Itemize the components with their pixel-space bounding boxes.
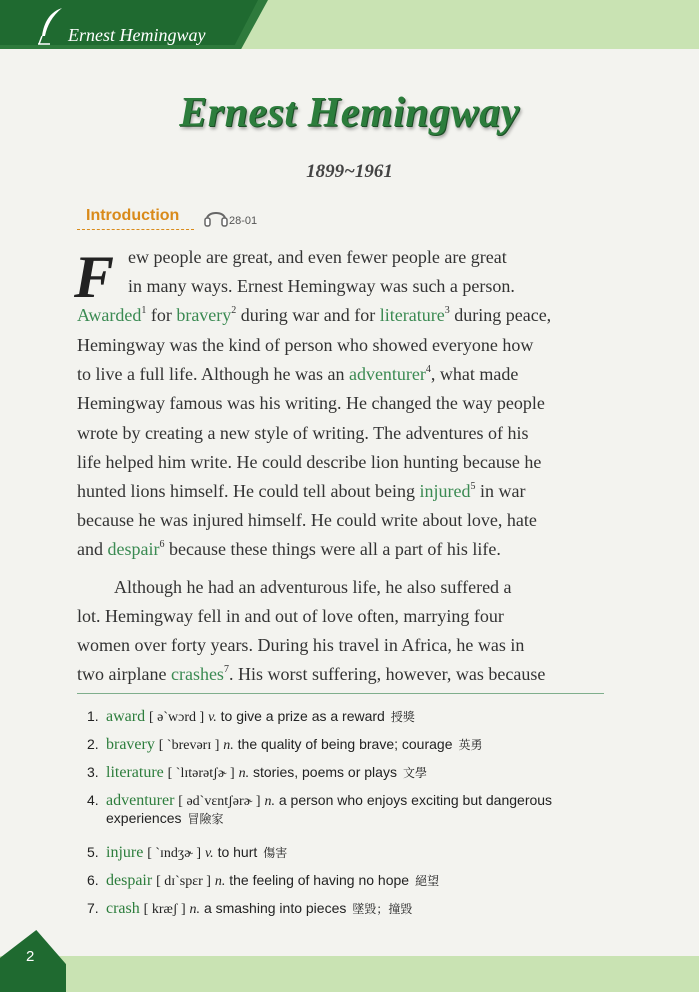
footnote-item bbox=[87, 842, 287, 864]
footnote-pronunciation: [ ədˋvɛntʃərɚ ] bbox=[178, 794, 261, 809]
headphones-icon[interactable] bbox=[203, 204, 229, 228]
life-dates: 1899~1961 bbox=[306, 161, 393, 182]
body-line bbox=[77, 663, 545, 685]
footnote-def: to hurt bbox=[217, 844, 258, 860]
body-line bbox=[77, 480, 525, 502]
body-line bbox=[77, 634, 524, 656]
footnote-4-continuation bbox=[106, 810, 224, 827]
footnote-number: 7. bbox=[87, 900, 99, 916]
footnote-pronunciation: [ əˋwɔrd ] bbox=[148, 710, 205, 725]
text-span: hunted lions himself. He could tell about being bbox=[77, 481, 420, 501]
text-span: wrote by creating a new style of writing. The adventures of his bbox=[77, 423, 529, 443]
footnote-part-of-speech: n. bbox=[214, 874, 226, 889]
footnote-word[interactable]: literature bbox=[106, 764, 164, 781]
footnote-def: the feeling of having no hope bbox=[229, 872, 410, 888]
footnote-item bbox=[87, 898, 412, 920]
footnote-pronunciation: [ ˋlɪtərətʃɚ ] bbox=[167, 766, 235, 781]
body-line bbox=[77, 363, 518, 385]
body-line bbox=[77, 509, 537, 531]
footnote-ref: 4 bbox=[425, 364, 431, 375]
footnote-chinese: 絕望 bbox=[415, 874, 440, 888]
footnote-pronunciation: [ ˋbrevərɪ ] bbox=[158, 738, 220, 753]
footnote-chinese: 傷害 bbox=[263, 846, 288, 860]
footnote-item bbox=[87, 706, 415, 728]
vocab-word[interactable]: despair bbox=[107, 539, 160, 559]
footnote-ref: 6 bbox=[159, 539, 165, 550]
footnote-word[interactable]: despair bbox=[106, 872, 153, 889]
body-line bbox=[77, 538, 501, 560]
body-line bbox=[114, 576, 512, 598]
footnote-chinese: 文學 bbox=[402, 766, 427, 780]
footer-band bbox=[0, 956, 699, 992]
footnote-chinese: 墜毀；撞毀 bbox=[352, 902, 413, 916]
vocab-word[interactable]: literature bbox=[379, 305, 445, 325]
footnote-ref: 1 bbox=[141, 305, 147, 316]
footnote-def: a smashing into pieces bbox=[203, 900, 347, 916]
text-span: Hemingway was the kind of person who showed everyone how bbox=[77, 335, 534, 355]
footnote-chinese: 授獎 bbox=[390, 710, 415, 724]
footnote-number: 6. bbox=[87, 872, 99, 888]
footnote-def: the quality of being brave; courage bbox=[237, 736, 453, 752]
footnote-number: 1. bbox=[87, 708, 99, 724]
body-line bbox=[77, 392, 545, 414]
vocab-word[interactable]: adventurer bbox=[348, 364, 426, 384]
text-span: ew people are great, and even fewer people are great bbox=[128, 247, 507, 267]
footnote-ref: 5 bbox=[470, 481, 476, 492]
footnote-part-of-speech: n. bbox=[223, 738, 234, 753]
footnote-def: experiences bbox=[106, 810, 182, 826]
body-line bbox=[77, 422, 529, 444]
footnote-part-of-speech: v. bbox=[204, 846, 214, 861]
text-span: women over forty years. During his travel in Africa, he was in bbox=[77, 635, 525, 655]
text-span: , what made bbox=[430, 364, 519, 384]
body-line bbox=[128, 275, 515, 297]
footnote-part-of-speech: v. bbox=[208, 710, 217, 725]
body-line bbox=[77, 304, 551, 326]
footnote-number: 5. bbox=[87, 844, 99, 860]
footnote-pronunciation: [ ˋɪndʒɚ ] bbox=[147, 846, 202, 861]
vocab-word[interactable]: bravery bbox=[176, 305, 232, 325]
text-span: because he was injured himself. He could write about love, hate bbox=[77, 510, 537, 530]
footnote-part-of-speech: n. bbox=[264, 794, 275, 809]
footnote-word[interactable]: adventurer bbox=[106, 792, 175, 809]
text-span: life helped him write. He could describe lion hunting because he bbox=[77, 452, 542, 472]
footnote-part-of-speech: n. bbox=[238, 766, 250, 781]
footnote-item bbox=[87, 734, 483, 756]
footnote-chinese: 冒險家 bbox=[187, 812, 224, 826]
drop-cap: F bbox=[74, 244, 115, 310]
text-span: because these things were all a part of his life. bbox=[164, 539, 501, 559]
text-span: two airplane bbox=[77, 664, 171, 684]
footnote-item bbox=[87, 762, 427, 784]
footnote-part-of-speech: n. bbox=[189, 902, 201, 917]
audio-track-number: 28-01 bbox=[229, 215, 258, 227]
text-span: to live a full life. Although he was an bbox=[77, 364, 349, 384]
footnote-item bbox=[87, 790, 552, 812]
footnote-pronunciation: [ dɪˋspɛr ] bbox=[156, 874, 211, 889]
footnote-divider bbox=[77, 693, 604, 694]
header-title: Ernest Hemingway bbox=[68, 25, 206, 45]
footnote-number: 4. bbox=[87, 792, 99, 808]
quill-icon bbox=[36, 6, 64, 46]
vocab-word[interactable]: Awarded bbox=[77, 305, 142, 325]
footnote-word[interactable]: award bbox=[106, 708, 146, 725]
body-line bbox=[77, 451, 541, 473]
text-span: in many ways. Ernest Hemingway was such a person. bbox=[128, 276, 515, 296]
text-span: in war bbox=[475, 481, 526, 501]
vocab-word[interactable]: crashes bbox=[170, 664, 224, 684]
text-span: . His worst suffering, however, was because bbox=[228, 664, 546, 684]
page-title: Ernest Hemingway bbox=[179, 90, 520, 136]
page-number: 2 bbox=[26, 948, 35, 965]
footnote-ref: 2 bbox=[231, 305, 237, 316]
footnote-ref: 3 bbox=[444, 305, 450, 316]
text-span: during war and for bbox=[236, 305, 380, 325]
body-line bbox=[77, 605, 504, 627]
footnote-word[interactable]: injure bbox=[106, 844, 144, 861]
footnote-item bbox=[87, 870, 439, 892]
section-label: Introduction bbox=[86, 207, 180, 224]
text-span: Although he had an adventurous life, he also suffered a bbox=[114, 577, 512, 597]
footnote-word[interactable]: crash bbox=[106, 900, 140, 917]
text-span: and bbox=[77, 539, 108, 559]
footnote-def: to give a prize as a reward bbox=[220, 708, 385, 724]
text-span: for bbox=[146, 305, 177, 325]
footnote-word[interactable]: bravery bbox=[106, 736, 155, 753]
footnote-ref: 7 bbox=[223, 664, 229, 675]
footnote-def: a person who enjoys exciting but dangerous bbox=[278, 792, 553, 808]
text-span: lot. Hemingway fell in and out of love often, marrying four bbox=[77, 606, 504, 626]
section-underline bbox=[77, 229, 194, 230]
text-span: Hemingway famous was his writing. He changed the way people bbox=[77, 393, 545, 413]
vocab-word[interactable]: injured bbox=[419, 481, 471, 501]
body-line bbox=[77, 334, 533, 356]
body-line bbox=[128, 246, 507, 268]
footnote-number: 2. bbox=[87, 736, 99, 752]
footnote-chinese: 英勇 bbox=[458, 738, 483, 752]
footnote-number: 3. bbox=[87, 764, 99, 780]
text-span: during peace, bbox=[449, 305, 552, 325]
footnote-pronunciation: [ kræʃ ] bbox=[143, 902, 186, 917]
footnote-def: stories, poems or plays bbox=[253, 764, 397, 780]
